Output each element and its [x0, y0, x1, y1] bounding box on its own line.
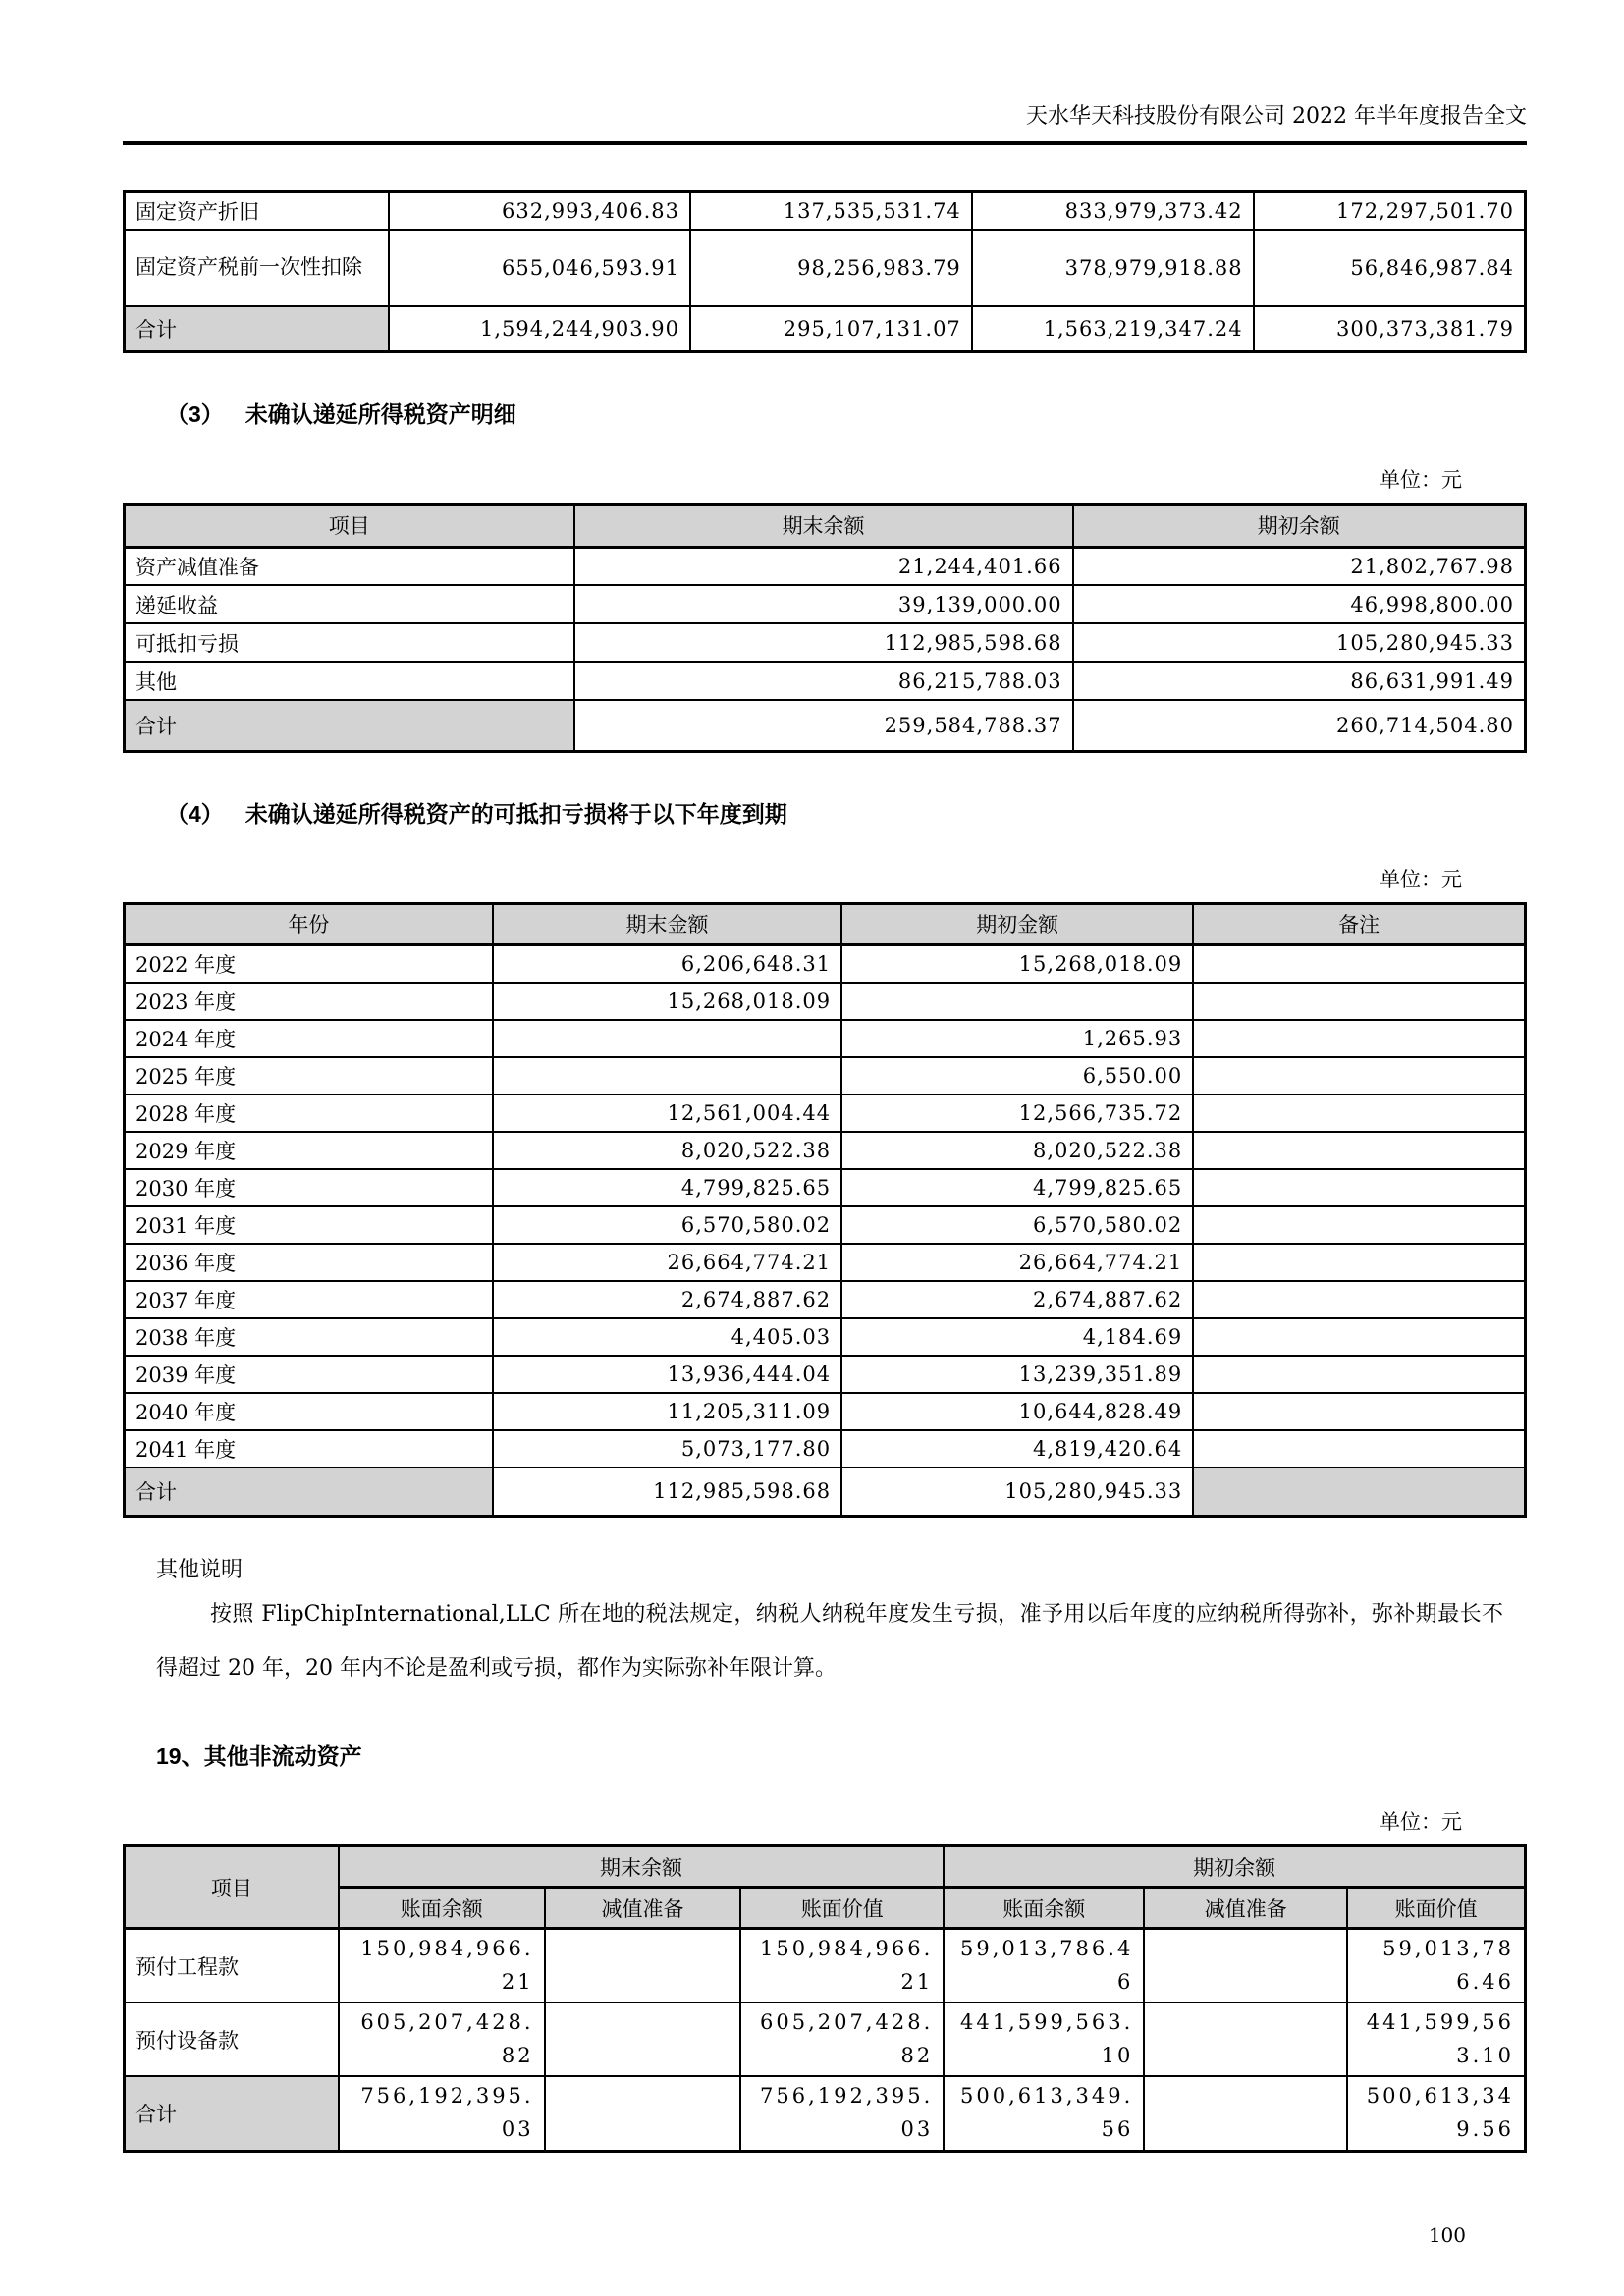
table-row	[125, 1281, 1526, 1318]
year-cell: 2030 年度	[125, 1169, 493, 1206]
remark-cell	[1193, 1356, 1525, 1393]
table-row	[125, 1356, 1526, 1393]
total-label-cell: 合计	[125, 306, 390, 351]
year-cell: 2028 年度	[125, 1095, 493, 1132]
column-header: 账面价值	[740, 1888, 944, 1929]
value-cell	[545, 1929, 741, 2003]
table-row	[125, 1206, 1526, 1244]
value-cell: 605,207,428.82	[339, 2002, 545, 2076]
value-cell	[1144, 2002, 1347, 2076]
value-cell: 500,613,349.56	[1347, 2076, 1525, 2151]
value-cell	[841, 983, 1193, 1020]
value-cell: 605,207,428.82	[740, 2002, 944, 2076]
value-cell: 137,535,531.74	[690, 192, 972, 231]
value-cell: 56,846,987.84	[1254, 230, 1526, 306]
column-header: 期初金额	[841, 903, 1193, 944]
value-cell: 112,985,598.68	[493, 1468, 841, 1517]
value-cell: 21,802,767.98	[1073, 547, 1526, 585]
table-row	[125, 230, 1526, 306]
table-row	[125, 1929, 1526, 2003]
section-number: （4）	[166, 800, 224, 827]
table-row	[125, 623, 1526, 662]
value-cell: 12,561,004.44	[493, 1095, 841, 1132]
remark-cell	[1193, 1244, 1525, 1281]
remark-cell	[1193, 1281, 1525, 1318]
table-row	[125, 192, 1526, 231]
column-header: 年份	[125, 903, 493, 944]
unit-label: 单位：元	[1380, 1810, 1462, 1834]
value-cell: 105,280,945.33	[1073, 623, 1526, 662]
value-cell: 5,073,177.80	[493, 1430, 841, 1468]
value-cell: 441,599,563.10	[1347, 2002, 1525, 2076]
value-cell: 172,297,501.70	[1254, 192, 1526, 231]
value-cell: 2,674,887.62	[841, 1281, 1193, 1318]
value-cell: 1,594,244,903.90	[389, 306, 690, 351]
value-cell	[545, 2076, 741, 2151]
remark-cell	[1193, 1430, 1525, 1468]
year-cell: 2022 年度	[125, 944, 493, 983]
value-cell	[1144, 1929, 1347, 2003]
year-cell: 2037 年度	[125, 1281, 493, 1318]
value-cell: 26,664,774.21	[493, 1244, 841, 1281]
column-header: 项目	[125, 504, 574, 547]
value-cell: 13,239,351.89	[841, 1356, 1193, 1393]
table-row	[125, 547, 1526, 585]
header-row	[125, 903, 1526, 944]
column-header: 减值准备	[545, 1888, 741, 1929]
value-cell	[545, 2002, 741, 2076]
value-cell: 59,013,786.46	[1347, 1929, 1525, 2003]
value-cell: 11,205,311.09	[493, 1393, 841, 1430]
item-label-cell: 固定资产税前一次性扣除	[125, 230, 390, 306]
total-row	[125, 306, 1526, 351]
header-row	[125, 504, 1526, 547]
year-cell: 2023 年度	[125, 983, 493, 1020]
remark-cell	[1193, 1020, 1525, 1057]
value-cell: 98,256,983.79	[690, 230, 972, 306]
value-cell: 6,570,580.02	[493, 1206, 841, 1244]
item-label-cell: 可抵扣亏损	[125, 623, 574, 662]
deductible-loss-expiry-table	[123, 902, 1527, 1519]
year-cell: 2025 年度	[125, 1057, 493, 1095]
value-cell: 59,013,786.46	[944, 1929, 1144, 2003]
value-cell: 4,819,420.64	[841, 1430, 1193, 1468]
value-cell: 756,192,395.03	[339, 2076, 545, 2151]
value-cell	[493, 1057, 841, 1095]
value-cell: 655,046,593.91	[389, 230, 690, 306]
table-row	[125, 662, 1526, 700]
value-cell: 1,265.93	[841, 1020, 1193, 1057]
table-row	[125, 1244, 1526, 1281]
group-header-row	[125, 1846, 1526, 1888]
total-label-cell: 合计	[125, 700, 574, 751]
item-label-cell: 资产减值准备	[125, 547, 574, 585]
item-label-cell: 预付工程款	[125, 1929, 339, 2003]
value-cell	[493, 1020, 841, 1057]
column-header: 备注	[1193, 903, 1525, 944]
year-cell: 2031 年度	[125, 1206, 493, 1244]
item-column-header: 项目	[125, 1846, 339, 1929]
remark-cell	[1193, 983, 1525, 1020]
value-cell: 756,192,395.03	[740, 2076, 944, 2151]
year-cell: 2040 年度	[125, 1393, 493, 1430]
value-cell: 2,674,887.62	[493, 1281, 841, 1318]
column-header: 期末金额	[493, 903, 841, 944]
section-3-heading	[166, 397, 1527, 429]
unit-label: 单位：元	[1380, 867, 1462, 891]
table-row	[125, 1393, 1526, 1430]
remark-cell	[1193, 944, 1525, 983]
table-row	[125, 944, 1526, 983]
value-cell: 150,984,966.21	[740, 1929, 944, 2003]
column-header: 期初余额	[1073, 504, 1526, 547]
value-cell: 39,139,000.00	[574, 585, 1073, 623]
value-cell: 6,550.00	[841, 1057, 1193, 1095]
remark-cell	[1193, 1468, 1525, 1517]
remark-cell	[1193, 1318, 1525, 1356]
value-cell: 441,599,563.10	[944, 2002, 1144, 2076]
value-cell: 1,563,219,347.24	[972, 306, 1254, 351]
table-row	[125, 1132, 1526, 1169]
table-row	[125, 1430, 1526, 1468]
value-cell: 15,268,018.09	[841, 944, 1193, 983]
group-header: 期末余额	[339, 1846, 944, 1888]
group-header: 期初余额	[944, 1846, 1525, 1888]
page-number: 100	[1428, 2222, 1466, 2247]
column-header: 期末余额	[574, 504, 1073, 547]
value-cell: 13,936,444.04	[493, 1356, 841, 1393]
value-cell: 833,979,373.42	[972, 192, 1254, 231]
value-cell: 150,984,966.21	[339, 1929, 545, 2003]
other-noncurrent-assets-table	[123, 1844, 1527, 2153]
value-cell: 632,993,406.83	[389, 192, 690, 231]
value-cell: 12,566,735.72	[841, 1095, 1193, 1132]
column-header: 账面余额	[339, 1888, 545, 1929]
item-label-cell: 递延收益	[125, 585, 574, 623]
fixed-assets-tax-table	[123, 190, 1527, 353]
report-title: 天水华天科技股份有限公司 2022 年半年度报告全文	[1026, 104, 1527, 129]
table-row	[125, 1095, 1526, 1132]
value-cell: 300,373,381.79	[1254, 306, 1526, 351]
section-4-heading	[166, 796, 1527, 828]
year-cell: 2036 年度	[125, 1244, 493, 1281]
value-cell: 4,184.69	[841, 1318, 1193, 1356]
table-row	[125, 1057, 1526, 1095]
value-cell: 6,206,648.31	[493, 944, 841, 983]
value-cell: 10,644,828.49	[841, 1393, 1193, 1430]
value-cell: 259,584,788.37	[574, 700, 1073, 751]
section-title: 未确认递延所得税资产的可抵扣亏损将于以下年度到期	[244, 800, 787, 827]
value-cell: 6,570,580.02	[841, 1206, 1193, 1244]
total-row	[125, 700, 1526, 751]
value-cell: 4,405.03	[493, 1318, 841, 1356]
page-header	[123, 102, 1527, 145]
value-cell: 112,985,598.68	[574, 623, 1073, 662]
section-number: （3）	[166, 400, 224, 427]
table-row	[125, 2002, 1526, 2076]
remark-cell	[1193, 1169, 1525, 1206]
value-cell: 46,998,800.00	[1073, 585, 1526, 623]
table-row	[125, 1169, 1526, 1206]
total-label-cell: 合计	[125, 2076, 339, 2151]
year-cell: 2041 年度	[125, 1430, 493, 1468]
unit-label: 单位：元	[1380, 467, 1462, 492]
value-cell: 26,664,774.21	[841, 1244, 1193, 1281]
column-header: 账面余额	[944, 1888, 1144, 1929]
total-row	[125, 2076, 1526, 2151]
value-cell: 4,799,825.65	[493, 1169, 841, 1206]
remark-cell	[1193, 1393, 1525, 1430]
value-cell: 15,268,018.09	[493, 983, 841, 1020]
year-cell: 2029 年度	[125, 1132, 493, 1169]
unrecognized-dta-detail-table	[123, 503, 1527, 753]
value-cell: 378,979,918.88	[972, 230, 1254, 306]
value-cell: 86,215,788.03	[574, 662, 1073, 700]
item-label-cell: 其他	[125, 662, 574, 700]
total-row	[125, 1468, 1526, 1517]
value-cell: 86,631,991.49	[1073, 662, 1526, 700]
column-header: 账面价值	[1347, 1888, 1525, 1929]
table-row	[125, 585, 1526, 623]
table-row	[125, 1318, 1526, 1356]
item-label-cell: 预付设备款	[125, 2002, 339, 2076]
value-cell: 105,280,945.33	[841, 1468, 1193, 1517]
value-cell: 500,613,349.56	[944, 2076, 1144, 2151]
total-label-cell: 合计	[125, 1468, 493, 1517]
value-cell: 21,244,401.66	[574, 547, 1073, 585]
remark-cell	[1193, 1206, 1525, 1244]
value-cell: 295,107,131.07	[690, 306, 972, 351]
value-cell: 8,020,522.38	[841, 1132, 1193, 1169]
table-row	[125, 1020, 1526, 1057]
year-cell: 2024 年度	[125, 1020, 493, 1057]
value-cell	[1144, 2076, 1347, 2151]
value-cell: 4,799,825.65	[841, 1169, 1193, 1206]
section-19-heading: 19、其他非流动资产	[156, 1743, 362, 1769]
table-row	[125, 983, 1526, 1020]
value-cell: 260,714,504.80	[1073, 700, 1526, 751]
section-title: 未确认递延所得税资产明细	[244, 400, 516, 427]
remark-cell	[1193, 1057, 1525, 1095]
remark-cell	[1193, 1095, 1525, 1132]
value-cell: 8,020,522.38	[493, 1132, 841, 1169]
item-label-cell: 固定资产折旧	[125, 192, 390, 231]
remark-cell	[1193, 1132, 1525, 1169]
year-cell: 2038 年度	[125, 1318, 493, 1356]
column-header: 减值准备	[1144, 1888, 1347, 1929]
other-notes-paragraph: 按照 FlipChipInternational,LLC 所在地的税法规定，纳税人纳税年度发生亏损，准予用以后年度的应纳税所得弥补，弥补期最长不得超过 20 年，20 年内不论是盈利或亏损，都作为实际弥补年限计算。	[156, 1602, 1503, 1681]
other-notes-label: 其他说明	[156, 1558, 244, 1582]
year-cell: 2039 年度	[125, 1356, 493, 1393]
